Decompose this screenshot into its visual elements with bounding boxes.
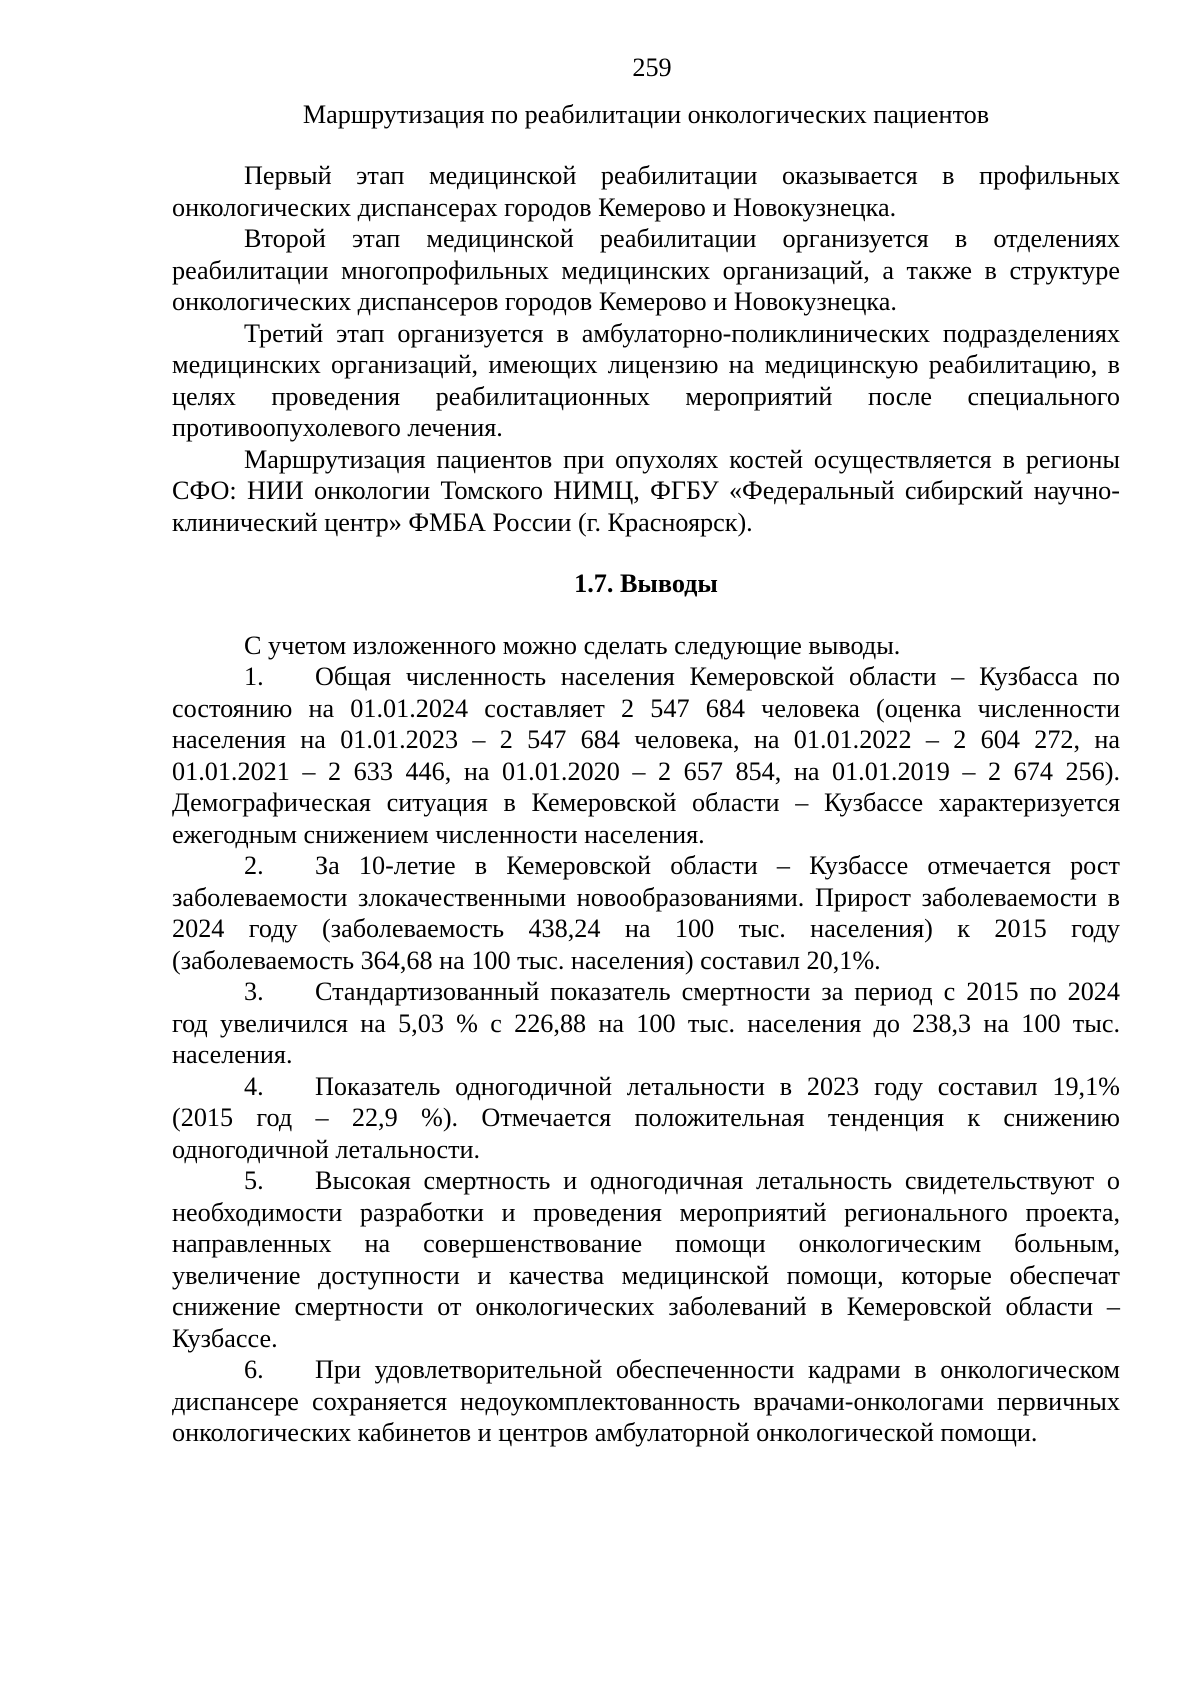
conclusion-number: 4. — [244, 1071, 264, 1101]
routing-paragraph: Первый этап медицинской реабилитации оказывается в профильных онкологических диспансерах городов Кемерово и Новокузнецка. — [172, 161, 1120, 222]
routing-paragraph: Маршрутизация пациентов при опухолях костей осуществляется в регионы СФО: НИИ онкологии Томского НИМЦ, ФГБУ «Федеральный сибирский научно-клинический центр» ФМБА России (г. Красноярск). — [172, 444, 1120, 537]
conclusion-text: Стандартизованный показатель смертности за период с 2015 по 2024 год увеличился на 5,03 % с 226,88 на 100 тыс. населения до 238,3 на 100 тыс. населения. — [172, 977, 1120, 1069]
conclusion-number: 6. — [244, 1355, 264, 1384]
conclusion-item — [172, 850, 1120, 976]
routing-paragraph: Третий этап организуется в амбулаторно-поликлинических подразделениях медицинских организаций, имеющих лицензию на медицинскую реабилитацию, в целях проведения реабилитационных мероприятий после специального противоопухолевого лечения. — [172, 318, 1120, 442]
conclusion-text: Высокая смертность и одногодичная летальность свидетельствуют о необходимости разработки и проведения мероприятий регионального проекта, направленных на совершенствование помощи онкологическим больным, увеличение доступности и качества медицинской помощи, которые обеспечат снижение смертности от онкологических заболеваний в Кемеровской области – Кузбассе. — [172, 1166, 1120, 1353]
conclusion-item — [172, 661, 1120, 850]
conclusion-number: 5. — [244, 1166, 264, 1195]
conclusion-number: 1. — [244, 662, 264, 691]
conclusion-number: 2. — [244, 851, 264, 880]
routing-paragraph: Второй этап медицинской реабилитации организуется в отделениях реабилитации многопрофильных медицинских организаций, а также в структуре онкологических диспансеров городов Кемерово и Новокузнецка. — [172, 224, 1120, 316]
conclusion-text: При удовлетворительной обеспеченности кадрами в онкологическом диспансере сохраняется недоукомплектованность врачами-онкологами первичных онкологических кабинетов и центров амбулаторной онкологической помощи. — [172, 1355, 1120, 1447]
conclusion-text: Показатель одногодичной летальности в 2023 году составил 19,1% (2015 год – 22,9 %). Отмечается положительная тенденция к снижению одногодичной летальности. — [172, 1071, 1120, 1164]
conclusion-item — [172, 1354, 1120, 1449]
conclusion-item — [172, 976, 1120, 1071]
section-title: Маршрутизация по реабилитации онкологических пациентов — [302, 99, 990, 129]
page-number: 259 — [632, 53, 672, 82]
document-page — [172, 52, 1120, 1449]
conclusions-title: 1.7. Выводы — [574, 569, 718, 598]
conclusions-section — [172, 630, 1120, 1449]
conclusion-number: 3. — [244, 977, 264, 1006]
routing-section — [172, 160, 1120, 538]
conclusion-item — [172, 1165, 1120, 1354]
conclusion-text: Общая численность населения Кемеровской области – Кузбасса по состоянию на 01.01.2024 составляет 2 547 684 человека (оценка численности населения на 01.01.2023 – 2 547 684 человека, на 01.01.2022 – 2 604 272, на 01.01.2021 – 2 633 446, на 01.01.2020 – 2 657 854, на 01.01.2019 – 2 674 256). Демографическая ситуация в Кемеровской области – Кузбассе характеризуется ежегодным снижением численности населения. — [172, 662, 1120, 849]
conclusion-item — [172, 1071, 1120, 1166]
conclusion-text: За 10-летие в Кемеровской области – Кузбассе отмечается рост заболеваемости злокачественными новообразованиями. Прирост заболеваемости в 2024 году (заболеваемость 438,24 на 100 тыс. населения) к 2015 году (заболеваемость 364,68 на 100 тыс. населения) составил 20,1%. — [172, 851, 1120, 975]
conclusions-intro: С учетом изложенного можно сделать следующие выводы. — [244, 630, 901, 660]
